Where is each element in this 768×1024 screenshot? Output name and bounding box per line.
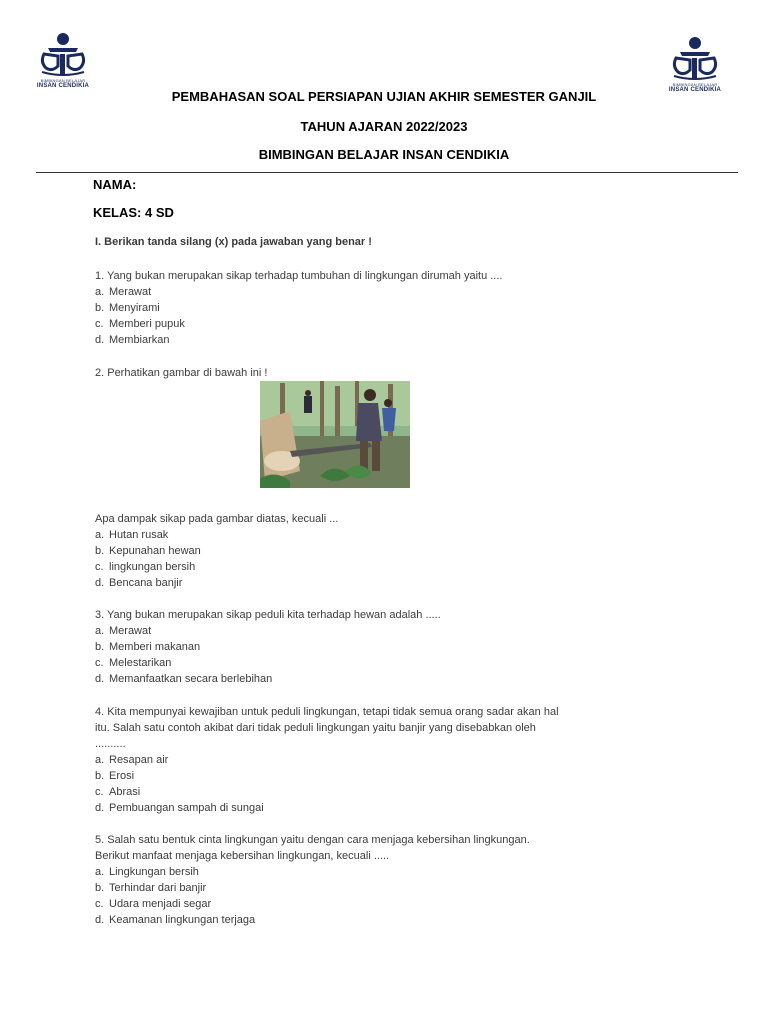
q1-option-a: a. Merawat [95,286,152,298]
question-4-line-1: 4. Kita mempunyai kewajiban untuk peduli lingkungan, tetapi tidak semua orang sadar akan hal [95,706,559,718]
q3-option-c: c. Melestarikan [95,657,172,669]
q1-option-b: b. Menyirami [95,302,160,314]
question-1-text: 1. Yang bukan merupakan sikap terhadap tumbuhan di lingkungan dirumah yaitu .... [95,270,503,282]
logo-brand-bottom: INSAN CENDIKIA [36,83,90,89]
question-2-picture [260,381,410,488]
header-divider [36,172,738,173]
q3-option-b: b. Memberi makanan [95,641,201,653]
q4-option-a: a. Resapan air [95,754,169,766]
insan-cendikia-logo-icon [668,36,722,82]
logo-brand-bottom: INSAN CENDIKIA [668,87,722,93]
question-3-text: 3. Yang bukan merupakan sikap peduli kita terhadap hewan adalah ..... [95,609,441,621]
q5-option-c: c. Udara menjadi segar [95,898,212,910]
insan-cendikia-logo-icon [36,32,90,78]
q5-option-b: b. Terhindar dari banjir [95,882,207,894]
q2-option-a: a. Hutan rusak [95,529,169,541]
section-instruction: I. Berikan tanda silang (x) pada jawaban yang benar ! [95,236,372,248]
q1-option-c: c. Memberi pupuk [95,318,185,330]
school-year: TAHUN AJARAN 2022/2023 [300,119,468,134]
q2-option-d: d. Bencana banjir [95,577,183,589]
name-field-label: NAMA: [93,177,137,192]
logo-brand-top: BIMBINGAN BELAJAR [40,78,86,83]
doc-title: PEMBAHASAN SOAL PERSIAPAN UJIAN AKHIR SEMESTER GANJIL [171,89,597,104]
q3-option-a: a. Merawat [95,625,152,637]
q5-option-d: d. Keamanan lingkungan terjaga [95,914,256,926]
institution-name: BIMBINGAN BELAJAR INSAN CENDIKIA [258,147,510,162]
q4-option-d: d. Pembuangan sampah di sungai [95,802,264,814]
question-5-line-1: 5. Salah satu bentuk cinta lingkungan yaitu dengan cara menjaga kebersihan lingkungan. [95,834,530,846]
logo-left [36,32,90,92]
question-4-line-3: .......... [95,738,126,750]
q1-option-d: d. Membiarkan [95,334,170,346]
q3-option-d: d. Memanfaatkan secara berlebihan [95,673,273,685]
tree-cutting-illustration-icon [260,381,410,488]
question-5-line-2: Berikut manfaat menjaga kebersihan lingkungan, kecuali ..... [95,850,390,862]
q2-option-b: b. Kepunahan hewan [95,545,201,557]
logo-right [668,36,722,96]
question-4-line-2: itu. Salah satu contoh akibat dari tidak peduli lingkungan yaitu banjir yang disebabkan oleh [95,722,536,734]
q2-option-c: c. lingkungan bersih [95,561,196,573]
class-field-label: KELAS: 4 SD [93,205,174,220]
q4-option-b: b. Erosi [95,770,135,782]
q5-option-a: a. Lingkungan bersih [95,866,199,878]
q4-option-c: c. Abrasi [95,786,141,798]
question-2-prompt: Apa dampak sikap pada gambar diatas, kecuali ... [95,513,339,525]
question-2-text: 2. Perhatikan gambar di bawah ini ! [95,367,268,379]
logo-brand-top: BIMBINGAN BELAJAR [672,82,718,87]
